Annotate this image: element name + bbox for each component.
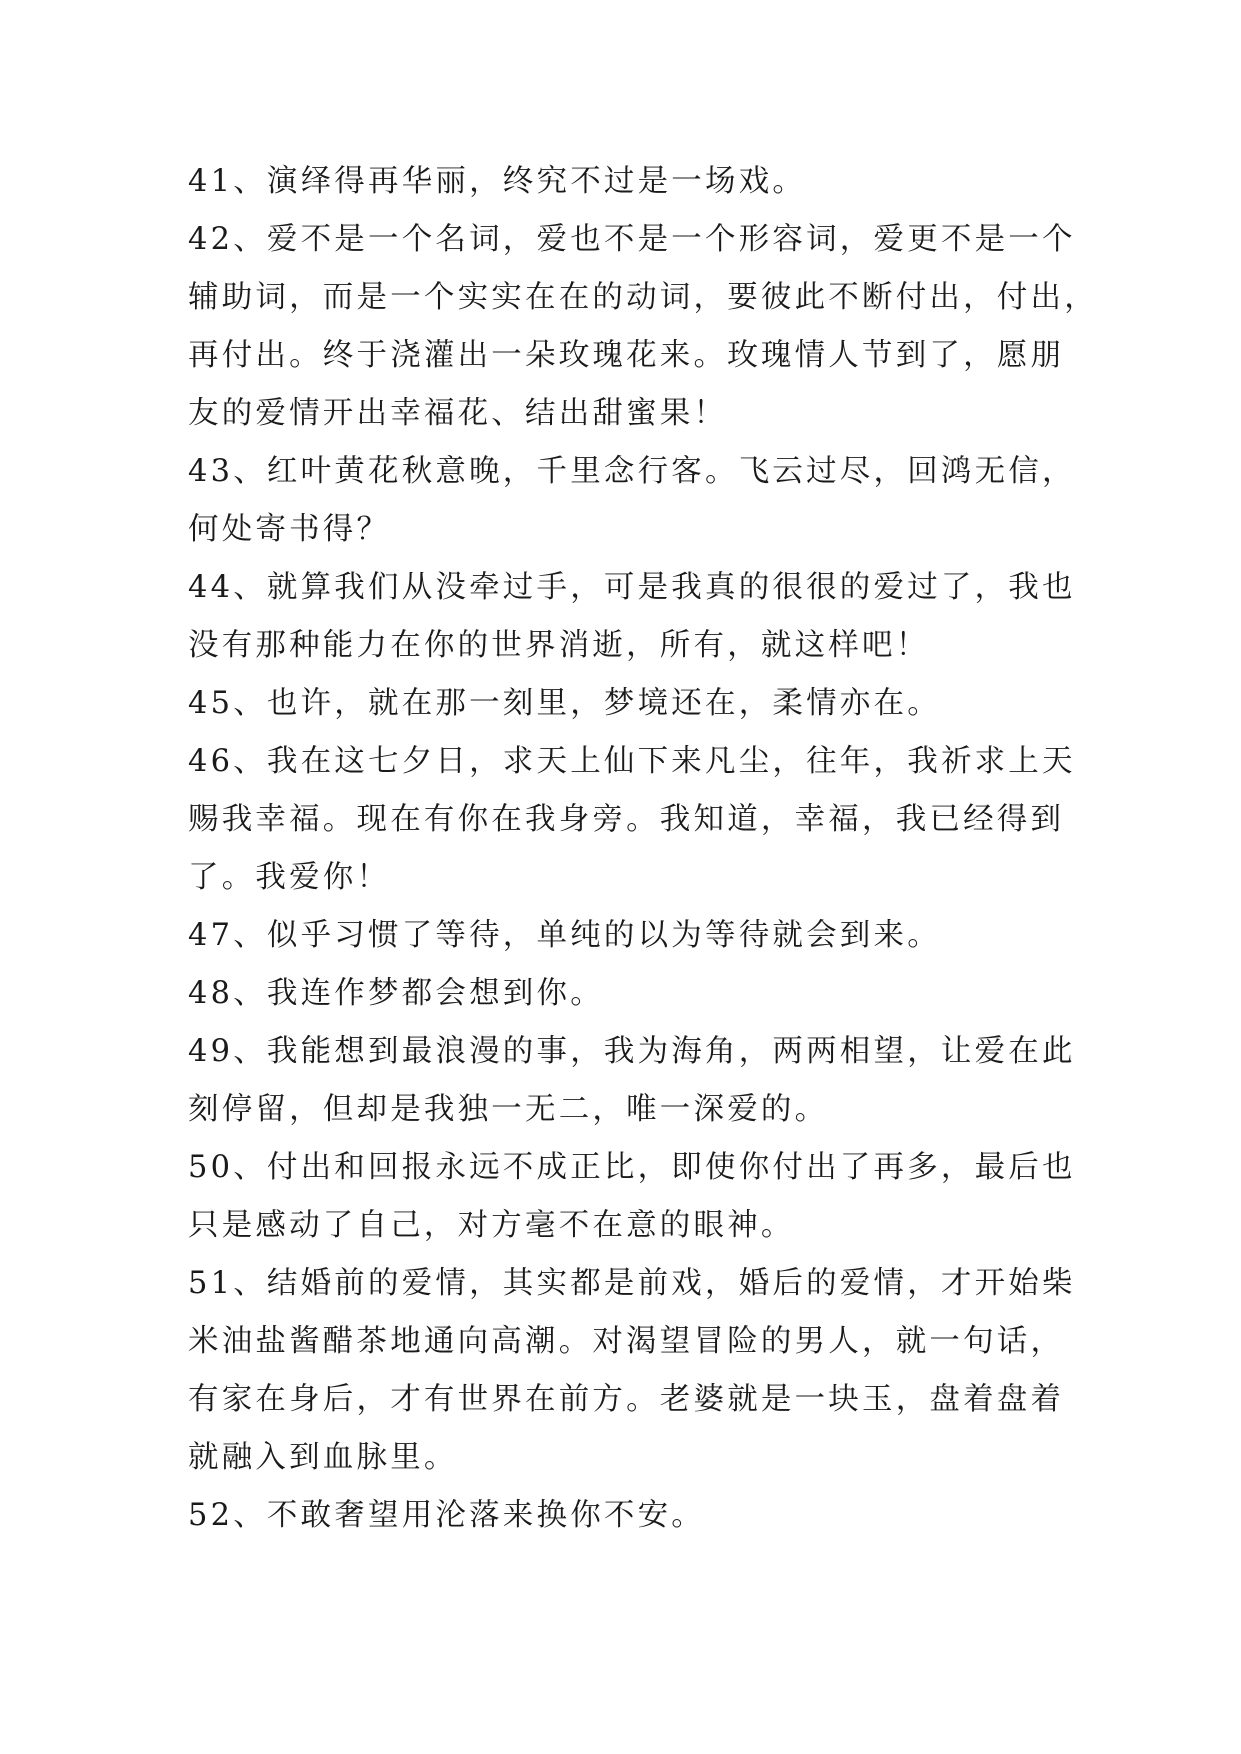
text-line: 刻停留，但却是我独一无二，唯一深爱的。 (188, 1092, 829, 1127)
text-line: 47、似乎习惯了等待，单纯的以为等待就会到来。 (188, 918, 941, 953)
text-line: 43、红叶黄花秋意晚，千里念行客。飞云过尽，回鸿无信， (188, 454, 1076, 489)
text-line: 51、结婚前的爱情，其实都是前戏，婚后的爱情，才开始柴 (188, 1266, 1076, 1301)
text-line: 只是感动了自己，对方毫不在意的眼神。 (188, 1208, 795, 1243)
text-line: 赐我幸福。现在有你在我身旁。我知道，幸福，我已经得到 (188, 802, 1065, 837)
text-line: 44、就算我们从没牵过手，可是我真的很很的爱过了，我也 (188, 570, 1076, 605)
text-line: 辅助词，而是一个实实在在的动词，要彼此不断付出，付出， (188, 280, 1098, 315)
text-line: 41、演绎得再华丽，终究不过是一场戏。 (188, 164, 807, 199)
text-line: 49、我能想到最浪漫的事，我为海角，两两相望，让爱在此 (188, 1034, 1076, 1069)
text-line: 有家在身后，才有世界在前方。老婆就是一块玉，盘着盘着 (188, 1382, 1065, 1417)
text-line: 45、也许，就在那一刻里，梦境还在，柔情亦在。 (188, 686, 941, 721)
text-line: 了。我爱你！ (188, 860, 391, 895)
document-body (188, 153, 1098, 1545)
text-line: 再付出。终于浇灌出一朵玫瑰花来。玫瑰情人节到了，愿朋 (188, 338, 1065, 373)
text-line: 48、我连作梦都会想到你。 (188, 976, 604, 1011)
text-line: 何处寄书得？ (188, 512, 391, 547)
text-line: 52、不敢奢望用沦落来换你不安。 (188, 1498, 706, 1533)
text-line: 就融入到血脉里。 (188, 1440, 458, 1475)
text-line: 没有那种能力在你的世界消逝，所有，就这样吧！ (188, 628, 930, 663)
text-line: 米油盐酱醋茶地通向高潮。对渴望冒险的男人，就一句话， (188, 1324, 1065, 1359)
text-line: 友的爱情开出幸福花、结出甜蜜果！ (188, 396, 728, 431)
text-line: 46、我在这七夕日，求天上仙下来凡尘，往年，我祈求上天 (188, 744, 1076, 779)
text-line: 50、付出和回报永远不成正比，即使你付出了再多，最后也 (188, 1150, 1076, 1185)
text-line: 42、爱不是一个名词，爱也不是一个形容词，爱更不是一个 (188, 222, 1076, 257)
